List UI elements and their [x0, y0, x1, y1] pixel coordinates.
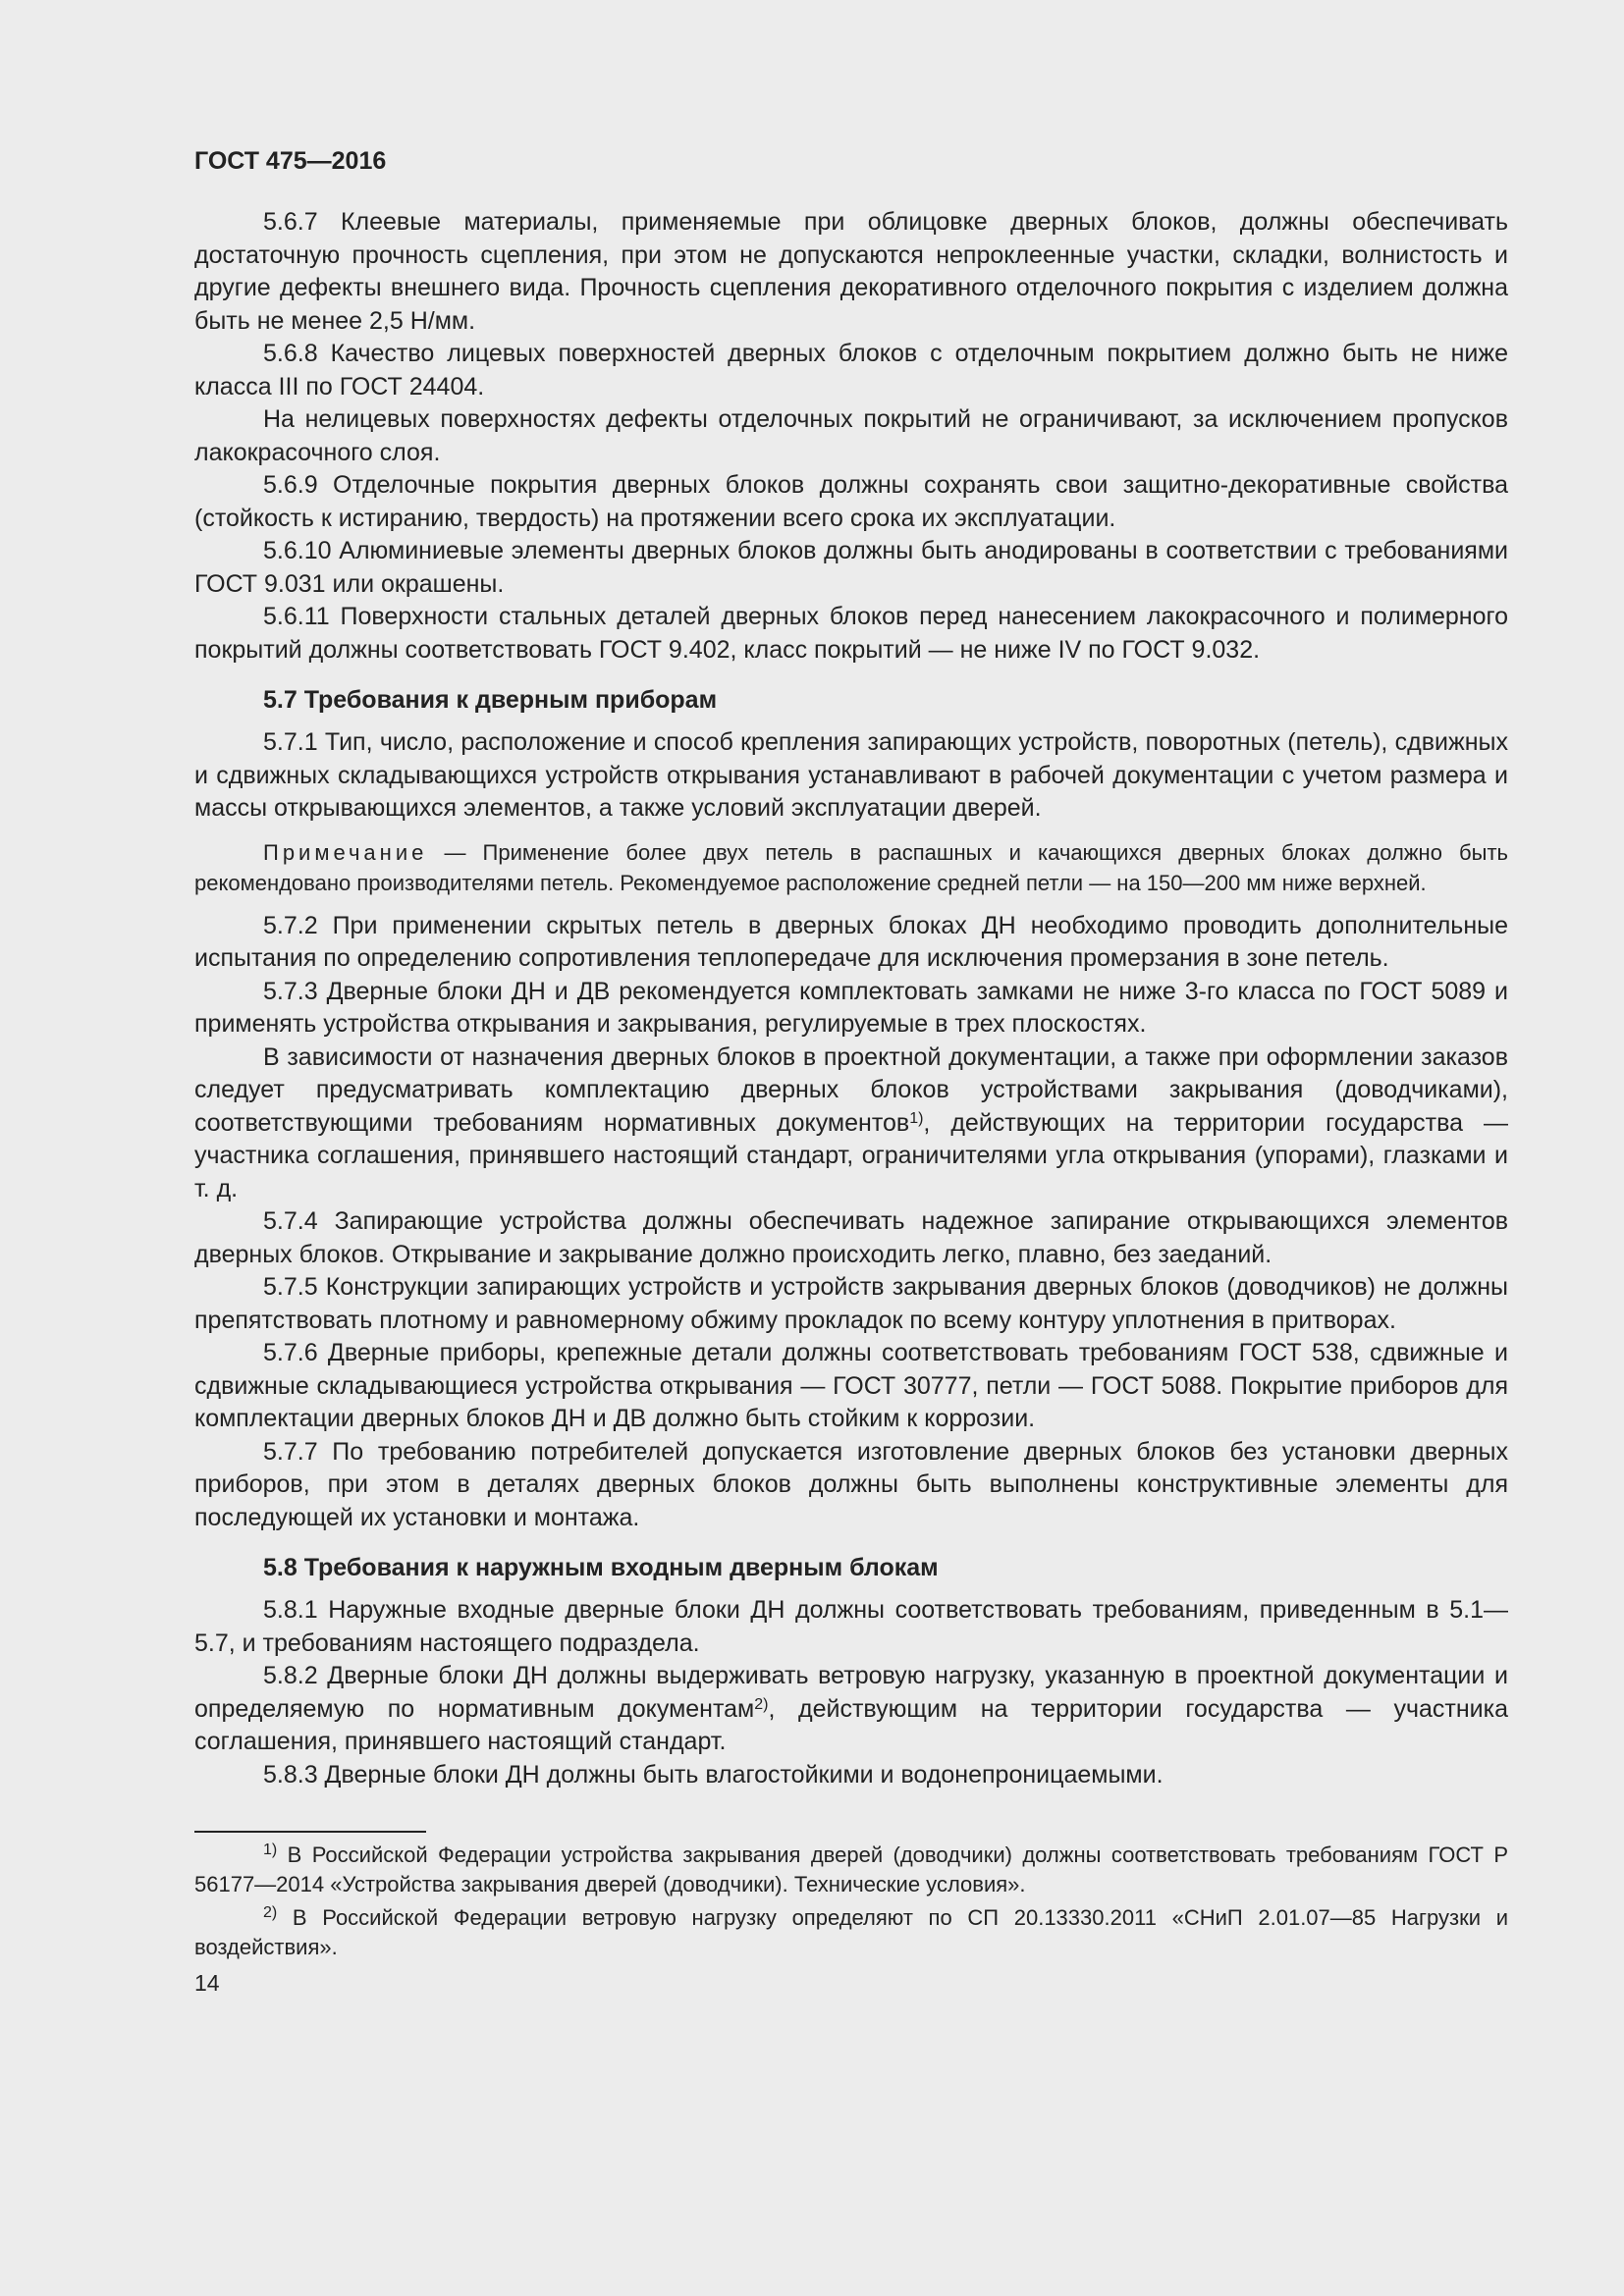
standard-header: ГОСТ 475—2016	[194, 147, 387, 175]
footnote-2	[194, 1903, 1508, 1962]
clause-5-7-2: 5.7.2 При применении скрытых петель в дверных блоках ДН необходимо проводить дополнительные испытания по определению сопротивления теплопередаче для исключения промерзания в зоне петель.	[194, 911, 1508, 972]
clause-5-7-7: 5.7.7 По требованию потребителей допускается изготовление дверных блоков без установки дверных приборов, при этом в деталях дверных блоков должны быть выполнены конструктивные элементы для последующей их установки и монтажа.	[194, 1437, 1508, 1531]
clause-5-6-8: 5.6.8 Качество лицевых поверхностей дверных блоков с отделочным покрытием должно быть не ниже класса III по ГОСТ 24404.	[194, 340, 1508, 400]
clause-5-8-1: 5.8.1 Наружные входные дверные блоки ДН должны соответствовать требованиям, приведенным в 5.1—5.7, и требованиям настоящего подраздела.	[194, 1596, 1508, 1657]
clause-5-8-2	[194, 1660, 1508, 1759]
clause-5-6-11: 5.6.11 Поверхности стальных деталей дверных блоков перед нанесением лакокрасочного и полимерного покрытий должны соответствовать ГОСТ 9.402, класс покрытий — не ниже IV по ГОСТ 9.032.	[194, 603, 1508, 664]
clause-5-8-2-text-a: 5.8.2 Дверные блоки ДН должны выдерживать ветровую нагрузку, указанную в проектной документации и определяемую по нормативным документам	[194, 1662, 1508, 1723]
clause-5-7-1: 5.7.1 Тип, число, расположение и способ крепления запирающих устройств, поворотных (петель), сдвижных и сдвижных складывающихся устройств открывания устанавливают в рабочей документации с учетом размера и массы открывающихся элементов, а также условий эксплуатации дверей.	[194, 728, 1508, 822]
footnote-separator	[194, 1831, 426, 1833]
section-heading-5-7: 5.7 Требования к дверным приборам	[263, 686, 718, 714]
clause-5-6-10: 5.6.10 Алюминиевые элементы дверных блоков должны быть анодированы в соответствии с требованиями ГОСТ 9.031 или окрашены.	[194, 537, 1508, 598]
clause-5-8-2-text-b: , действующим на территории государства — участника соглашения, принявшего настоящий стандарт.	[194, 1694, 1508, 1755]
footnote-1-text: В Российской Федерации устройства закрывания дверей (доводчики) должны соответствовать требованиям ГОСТ Р 56177—2014 «Устройства закрывания дверей (доводчики). Технические условия».	[194, 1842, 1508, 1896]
clause-5-7-4: 5.7.4 Запирающие устройства должны обеспечивать надежное запирание открывающихся элементов дверных блоков. Открывание и закрывание должно происходить легко, плавно, без заеданий.	[194, 1207, 1508, 1268]
clause-5-6-9: 5.6.9 Отделочные покрытия дверных блоков должны сохранять свои защитно-декоративные свойства (стойкость к истиранию, твердость) на протяжении всего срока их эксплуатации.	[194, 471, 1508, 532]
footnote-1-mark: 1)	[263, 1842, 278, 1858]
clause-5-6-8-continued: На нелицевых поверхностях дефекты отделочных покрытий не ограничивают, за исключением пропусков лакокрасочного слоя.	[194, 405, 1508, 466]
footnote-ref-1[interactable]: 1)	[909, 1109, 924, 1127]
clause-5-7-3-text-a: В зависимости от назначения дверных блоков в проектной документации, а также при оформлении заказов следует предусматривать комплектацию дверных блоков устройствами закрывания (доводчиками), соответствующими требованиям нормативных документов	[194, 1042, 1508, 1137]
clause-5-7-6: 5.7.6 Дверные приборы, крепежные детали должны соответствовать требованиям ГОСТ 538, сдвижные и сдвижные складывающиеся устройства открывания — ГОСТ 30777, петли — ГОСТ 5088. Покрытие приборов для комплектации дверных блоков ДН и ДВ должно быть стойким к коррозии.	[194, 1339, 1508, 1432]
clause-5-6-7: 5.6.7 Клеевые материалы, применяемые при облицовке дверных блоков, должны обеспечивать достаточную прочность сцепления, при этом не допускаются непроклеенные участки, складки, волнистость и другие дефекты внешнего вида. Прочность сцепления декоративного отделочного покрытия с изделием должна быть не менее 2,5 Н/мм.	[194, 208, 1508, 335]
section-heading-5-8: 5.8 Требования к наружным входным дверным блокам	[263, 1554, 939, 1581]
note-label: Примечание	[263, 839, 428, 865]
clause-5-7-5: 5.7.5 Конструкции запирающих устройств и устройств закрывания дверных блоков (доводчиков) не должны препятствовать плотному и равномерному обжиму прокладок по всему контуру уплотнения в притворах.	[194, 1273, 1508, 1334]
clause-5-8-3: 5.8.3 Дверные блоки ДН должны быть влагостойкими и водонепроницаемыми.	[263, 1760, 1164, 1789]
page-number: 14	[194, 1970, 220, 1996]
clause-5-7-3-text-b: , действующих на территории государства — участника соглашения, принявшего настоящий стандарт, ограничителями угла открывания (упорами), глазками и т. д.	[194, 1108, 1509, 1202]
clause-5-7-3: 5.7.3 Дверные блоки ДН и ДВ рекомендуется комплектовать замками не ниже 3-го класса по ГОСТ 5089 и применять устройства открывания и закрывания, регулируемые в трех плоскостях.	[194, 977, 1508, 1038]
footnote-1	[194, 1841, 1508, 1899]
footnote-2-text: В Российской Федерации ветровую нагрузку определяют по СП 20.13330.2011 «СНиП 2.01.07—85 Нагрузки и воздействия».	[194, 1905, 1508, 1959]
note-text: — Применение более двух петель в распашных и качающихся дверных блоках должно быть рекомендовано производителями петель. Рекомендуемое расположение средней петли — на 150—200 мм ниже верхней.	[194, 839, 1508, 895]
clause-5-7-3-continued	[194, 1041, 1508, 1206]
footnote-2-mark: 2)	[263, 1904, 278, 1921]
note	[194, 837, 1508, 898]
footnote-ref-2[interactable]: 2)	[754, 1695, 769, 1713]
